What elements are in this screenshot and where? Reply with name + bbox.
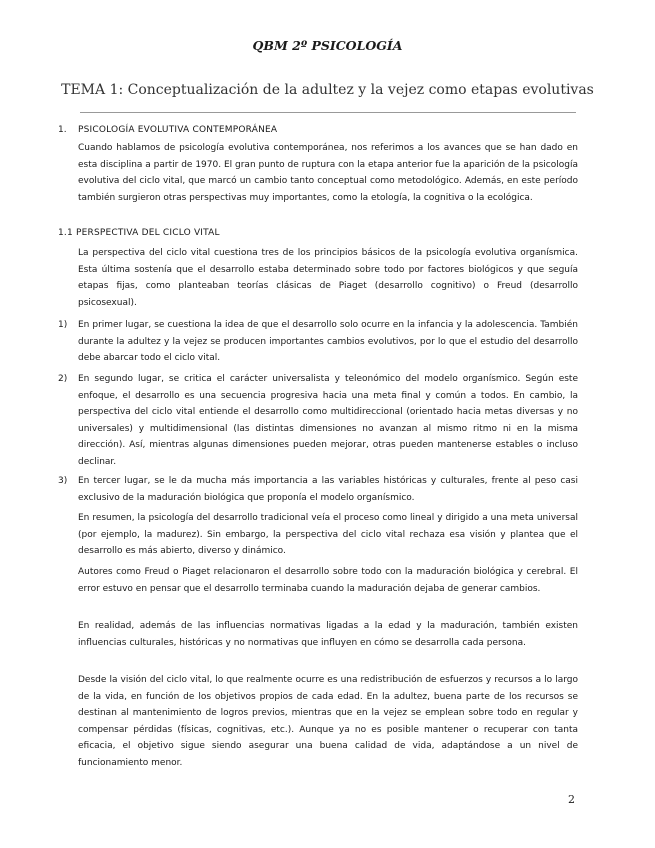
list-marker: 2)	[58, 374, 68, 384]
list-item: En primer lugar, se cuestiona la idea de que el desarrollo solo ocurre en la infancia y la adolescencia. También durante la adultez y la vejez se producen importantes cambios evolutivos, por lo que el estudio del desarrollo debe abarcar todo el ciclo vital.	[78, 320, 578, 363]
title-divider	[80, 112, 576, 113]
list-item: En tercer lugar, se le da mucha más importancia a las variables históricas y culturales, frente al peso casi exclusivo de la maduración biológica que proponía el modelo organísmico.	[78, 476, 578, 503]
subsection-intro: La perspectiva del ciclo vital cuestiona tres de los principios básicos de la psicología evolutiva organísmica. Esta última sostenía que el desarrollo estaba determinado sobre todo por factores biológicos y que seguía etapas fijas, como planteaban teorías clásicas de Piaget (desarrollo cognitivo) o Freud (desarrollo psicosexual).	[78, 248, 578, 308]
section-paragraph: Cuando hablamos de psicología evolutiva contemporánea, nos referimos a los avances que se han dado en esta disciplina a partir de 1970. El gran punto de ruptura con la etapa anterior fue la aparición de la psicología evolutiva del ciclo vital, que marcó un cambio tanto conceptual como metodológico. Además, en este período también surgieron otras perspectivas muy importantes, como la etología, la cognitiva o la ecológica.	[78, 143, 578, 203]
document-header: QBM 2º PSICOLOGÍA	[252, 38, 403, 53]
body-paragraph: En resumen, la psicología del desarrollo tradicional veía el proceso como lineal y dirigido a una meta universal (por ejemplo, la madurez). Sin embargo, la perspectiva del ciclo vital rechaza esa visión y plantea que el desarrollo es más abierto, diverso y dinámico.	[78, 513, 578, 556]
subsection-heading: 1.1 PERSPECTIVA DEL CICLO VITAL	[58, 228, 220, 238]
body-paragraph: Autores como Freud o Piaget relacionaron el desarrollo sobre todo con la maduración biológica y cerebral. El error estuvo en pensar que el desarrollo terminaba cuando la maduración dejaba de generar cambios.	[78, 567, 578, 594]
page-number: 2	[568, 793, 575, 806]
section-heading: PSICOLOGÍA EVOLUTIVA CONTEMPORÁNEA	[78, 125, 278, 135]
section-number: 1.	[58, 125, 67, 135]
list-marker: 3)	[58, 476, 68, 486]
page-title: TEMA 1: Conceptualización de la adultez y la vejez como etapas evolutivas	[61, 82, 594, 98]
body-paragraph: En realidad, además de las influencias normativas ligadas a la edad y la maduración, también existen influencias culturales, históricas y no normativas que influyen en cómo se desarrolla cada persona.	[78, 621, 578, 648]
body-paragraph: Desde la visión del ciclo vital, lo que realmente ocurre es una redistribución de esfuerzos y recursos a lo largo de la vida, en función de los objetivos propios de cada edad. En la adultez, buena parte de los recursos se destinan al mantenimiento de logros previos, mientras que en la vejez se emplean sobre todo en regular y compensar pérdidas (físicas, cognitivas, etc.). Aunque ya no es posible mantener o recuperar con tanta eficacia, el objetivo sigue siendo asegurar una buena calidad de vida, adaptándose a un nivel de funcionamiento menor.	[78, 675, 578, 768]
list-marker: 1)	[58, 320, 68, 330]
list-item: En segundo lugar, se critica el carácter universalista y teleonómico del modelo organísmico. Según este enfoque, el desarrollo es una secuencia progresiva hacia una meta final y común a todos. En cambio, la perspectiva del ciclo vital entiende el desarrollo como multidireccional (orientado hacia metas diversas y no universales) y multidimensional (las distintas dimensiones no avanzan al mismo ritmo ni en la misma dirección). Así, mientras algunas dimensiones pueden mejorar, otras pueden mantenerse estables o incluso declinar.	[78, 374, 578, 467]
